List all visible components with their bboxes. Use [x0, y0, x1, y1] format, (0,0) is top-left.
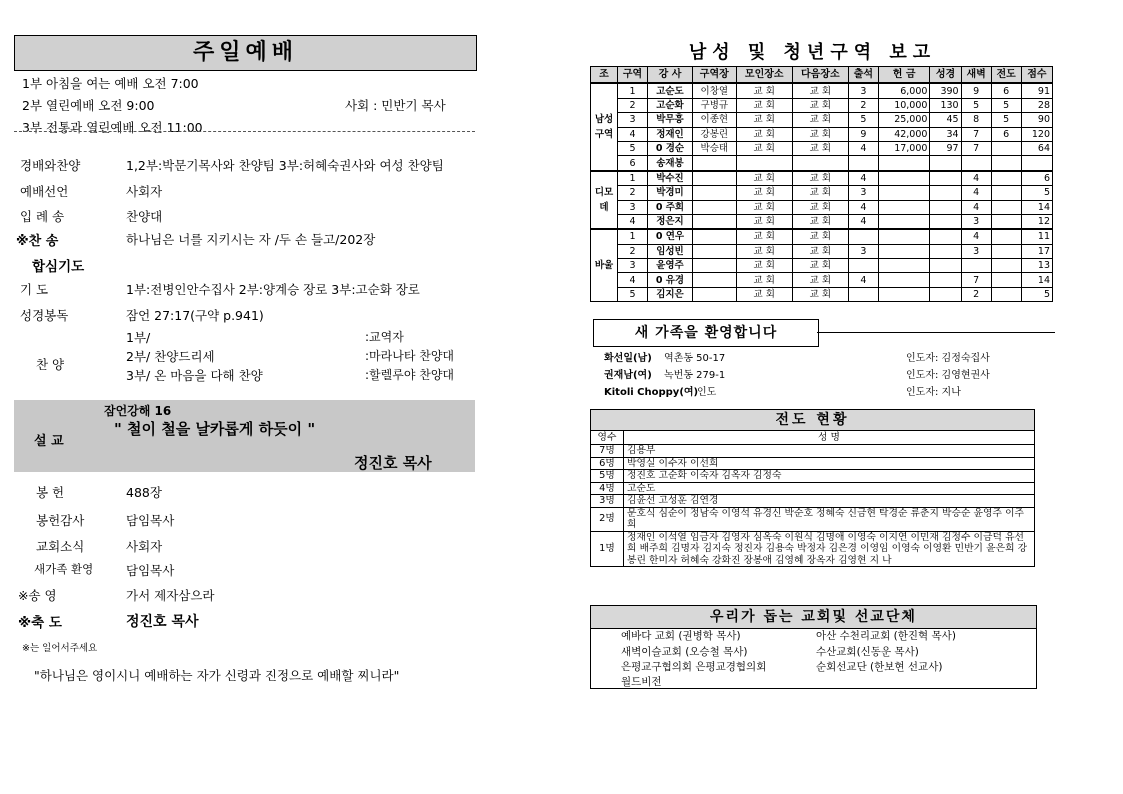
service-time-3: 3부 전통과 열린예배 오전 11:00 [22, 120, 203, 135]
table-cell: 1 [618, 171, 648, 186]
order-value: 정진호 목사 [126, 614, 199, 630]
table-cell [930, 229, 961, 244]
table-cell: 5 [1021, 287, 1052, 301]
table-cell: 3 [618, 259, 648, 273]
order-label: 기 도 [20, 282, 49, 297]
table-cell [991, 229, 1021, 244]
table-cell: 구병규 [692, 98, 736, 112]
table-cell [878, 200, 930, 214]
table-cell [692, 259, 736, 273]
column-header: 성경 [930, 67, 961, 84]
order-label: 경배와찬양 [20, 158, 81, 173]
table-cell [878, 156, 930, 171]
stand-note: ※는 일어서주세요 [22, 643, 98, 654]
table-cell [878, 214, 930, 229]
table-cell [930, 186, 961, 200]
table-cell: 교 회 [792, 186, 848, 200]
order-value: 잠언 27:17(구약 p.941) [126, 308, 264, 323]
sermon-title: " 철이 철을 날카롭게 하듯이 " [114, 420, 316, 438]
table-cell: 교 회 [792, 273, 848, 287]
table-cell: 교 회 [736, 83, 792, 98]
table-cell: 5 [618, 287, 648, 301]
order-label: 새가족 환영 [34, 562, 94, 576]
table-cell: 교 회 [736, 186, 792, 200]
table-cell: 2 [961, 287, 991, 301]
table-cell: 5 [1021, 186, 1052, 200]
table-cell [991, 156, 1021, 171]
column-header: 강 사 [648, 67, 693, 84]
support-title: 우리가 돕는 교회및 선교단체 [590, 605, 1037, 629]
table-cell: 5 [848, 113, 878, 127]
table-row [591, 83, 1053, 98]
table-cell: 0 유경 [648, 273, 693, 287]
table-cell [961, 156, 991, 171]
table-cell: 130 [930, 98, 961, 112]
table-cell: 14 [1021, 200, 1052, 214]
evangelism-names: 김용부 [624, 445, 1035, 458]
table-cell: 5 [991, 98, 1021, 112]
table-cell: 17 [1021, 244, 1052, 258]
table-cell: 교 회 [736, 171, 792, 186]
support-item: 새벽이슬교회 (오승철 목사) [621, 646, 748, 658]
column-header: 출석 [848, 67, 878, 84]
column-header: 성 명 [624, 431, 1035, 445]
order-value: 사회자 [126, 539, 163, 554]
evangelism-count: 1명 [591, 531, 624, 567]
table-cell: 3 [618, 200, 648, 214]
table-cell: 12 [1021, 214, 1052, 229]
order-label: 입 례 송 [20, 209, 65, 224]
host: 사회 : 민반기 목사 [345, 98, 446, 113]
table-cell: 정재인 [648, 127, 693, 141]
column-header: 모인장소 [736, 67, 792, 84]
table-cell [878, 244, 930, 258]
support-item: 아산 수천리교회 (한진혁 목사) [816, 630, 956, 642]
welcome-title: 새 가족을 환영합니다 [593, 319, 819, 347]
evangelism-count: 7명 [591, 445, 624, 458]
praise-row: 1부/ [126, 330, 151, 345]
table-cell: 7 [961, 127, 991, 141]
table-cell: 윤영주 [648, 259, 693, 273]
table-row [591, 229, 1053, 244]
table-cell [930, 273, 961, 287]
table-cell: 고순화 [648, 98, 693, 112]
support-item: 월드비전 [621, 676, 662, 688]
order-label: ※송 영 [18, 588, 57, 603]
newcomer-name: 화선일(남) [604, 353, 652, 364]
table-cell: 1 [618, 83, 648, 98]
table-cell: 4 [848, 171, 878, 186]
table-cell: 5 [991, 113, 1021, 127]
table-cell: 교 회 [736, 244, 792, 258]
table-cell: 4 [961, 200, 991, 214]
table-cell: 교 회 [792, 127, 848, 141]
table-cell: 교 회 [792, 244, 848, 258]
table-cell: 교 회 [792, 214, 848, 229]
table-cell: 정은지 [648, 214, 693, 229]
page-title: 주일예배 [14, 35, 477, 71]
table-row [591, 244, 1053, 258]
order-label: ※찬 송 [16, 234, 59, 249]
table-row [591, 156, 1053, 171]
table-cell: 교 회 [736, 141, 792, 155]
table-cell: 91 [1021, 83, 1052, 98]
table-cell: 97 [930, 141, 961, 155]
table-cell [692, 156, 736, 171]
table-cell: 7 [961, 141, 991, 155]
table-row [591, 214, 1053, 229]
table-cell: 7 [961, 273, 991, 287]
table-cell [692, 287, 736, 301]
evangelism-count: 5명 [591, 470, 624, 483]
table-cell: 이창열 [692, 83, 736, 98]
evangelism-count: 3명 [591, 495, 624, 508]
table-cell: 2 [618, 98, 648, 112]
table-cell: 0 주희 [648, 200, 693, 214]
table-cell: 박수진 [648, 171, 693, 186]
table-cell: 교 회 [792, 200, 848, 214]
table-cell: 0 경순 [648, 141, 693, 155]
table-cell: 5 [961, 98, 991, 112]
table-cell [930, 214, 961, 229]
table-cell [930, 156, 961, 171]
newcomer-address: 녹번동 279-1 [664, 370, 726, 381]
table-cell: 64 [1021, 141, 1052, 155]
table-cell: 4 [961, 186, 991, 200]
table-cell: 4 [618, 127, 648, 141]
table-cell: 교 회 [792, 113, 848, 127]
table-cell: 6 [618, 156, 648, 171]
table-cell: 17,000 [878, 141, 930, 155]
table-cell [991, 287, 1021, 301]
table-cell: 120 [1021, 127, 1052, 141]
support-list [590, 628, 1037, 689]
table-header-row [591, 431, 1035, 445]
table-cell [930, 200, 961, 214]
sermon-section [14, 400, 475, 472]
group-name: 바울 [591, 229, 618, 301]
closing-verse: "하나님은 영이시니 예배하는 자가 신령과 진정으로 예배할 찌니라" [34, 668, 400, 683]
newcomer-guide: 인도자: 지나 [906, 387, 961, 398]
evangelism-names: 박영실 이수자 이선희 [624, 457, 1035, 470]
table-cell: 4 [848, 273, 878, 287]
table-cell [736, 156, 792, 171]
evangelism-title: 전도 현황 [590, 409, 1035, 431]
table-row [591, 470, 1035, 483]
table-row [591, 200, 1053, 214]
table-cell: 임성빈 [648, 244, 693, 258]
newcomer-address: 역촌동 50-17 [664, 353, 726, 364]
table-cell: 3 [848, 186, 878, 200]
evangelism-table [590, 430, 1035, 567]
order-value: 담임목사 [126, 513, 175, 528]
table-row [591, 287, 1053, 301]
table-cell: 4 [618, 273, 648, 287]
table-cell: 박무흥 [648, 113, 693, 127]
table-cell: 교 회 [736, 127, 792, 141]
table-row [591, 186, 1053, 200]
table-cell: 11 [1021, 229, 1052, 244]
newcomer-address: 인도 [697, 387, 717, 398]
table-cell [878, 273, 930, 287]
order-value: 사회자 [126, 184, 163, 199]
table-cell: 교 회 [736, 113, 792, 127]
praise-label: 찬 양 [36, 357, 65, 372]
newcomer-name: Kitoli Choppy(여) [604, 387, 699, 398]
table-cell [848, 229, 878, 244]
table-cell: 4 [848, 200, 878, 214]
evangelism-names: 정재인 이석열 임금자 김영자 심옥숙 이원식 김명애 이영숙 이지연 이민재 김정수 이금덕 유선희 배주희 김명자 김지숙 정진자 김용숙 박정자 김은경 이영임 이영숙 이영환 민반기 윤은희 강봉린 한미자 허혜숙 강화진 장봉애 김영혜 장옥자 김영현 지 나 [624, 531, 1035, 567]
table-cell: 강봉린 [692, 127, 736, 141]
table-cell: 송재봉 [648, 156, 693, 171]
table-row [591, 273, 1053, 287]
column-header: 전도 [991, 67, 1021, 84]
table-cell: 6 [991, 127, 1021, 141]
order-value: 담임목사 [126, 563, 175, 578]
table-header-row [591, 67, 1053, 84]
table-cell: 1 [618, 229, 648, 244]
support-item: 순회선교단 (한보현 선교사) [816, 661, 943, 673]
evangelism-names: 김윤선 고성훈 김연경 [624, 495, 1035, 508]
evangelism-count: 2명 [591, 507, 624, 531]
table-cell [848, 259, 878, 273]
table-cell [848, 287, 878, 301]
table-cell: 4 [961, 229, 991, 244]
column-header: 새벽 [961, 67, 991, 84]
evangelism-body [591, 445, 1035, 567]
table-cell: 4 [848, 214, 878, 229]
table-cell: 9 [961, 83, 991, 98]
table-cell: 8 [961, 113, 991, 127]
table-cell: 교 회 [736, 287, 792, 301]
table-cell [991, 141, 1021, 155]
evangelism-names: 정진호 고순화 이숙자 김옥자 김정숙 [624, 470, 1035, 483]
table-cell [692, 229, 736, 244]
table-cell: 교 회 [736, 214, 792, 229]
table-cell: 4 [618, 214, 648, 229]
service-time-2: 2부 열린예배 오전 9:00 [22, 98, 155, 113]
table-cell: 교 회 [792, 83, 848, 98]
table-cell: 교 회 [792, 229, 848, 244]
table-cell [991, 200, 1021, 214]
table-cell [991, 171, 1021, 186]
newcomer-guide: 인도자: 김정숙집사 [906, 353, 990, 364]
group-name: 남성구역 [591, 83, 618, 170]
column-header: 조 [591, 67, 618, 84]
table-cell [878, 287, 930, 301]
table-cell: 3 [618, 113, 648, 127]
table-cell: 교 회 [792, 171, 848, 186]
order-label: 합심기도 [32, 259, 85, 275]
table-cell: 교 회 [792, 287, 848, 301]
table-cell [991, 214, 1021, 229]
table-cell: 2 [848, 98, 878, 112]
table-cell: 교 회 [736, 98, 792, 112]
table-cell: 390 [930, 83, 961, 98]
table-cell: 교 회 [736, 229, 792, 244]
table-cell: 2 [618, 244, 648, 258]
table-cell: 2 [618, 186, 648, 200]
table-cell [692, 273, 736, 287]
divider [14, 131, 475, 132]
table-cell: 교 회 [736, 259, 792, 273]
table-cell: 45 [930, 113, 961, 127]
table-row [591, 171, 1053, 186]
newcomer-name: 권재남(여) [604, 370, 652, 381]
table-cell: 90 [1021, 113, 1052, 127]
table-cell: 4 [848, 141, 878, 155]
evangelism-count: 4명 [591, 482, 624, 495]
praise-choir: :교역자 [365, 330, 404, 344]
table-row [591, 445, 1035, 458]
table-row [591, 113, 1053, 127]
table-row [591, 482, 1035, 495]
column-header: 구역 [618, 67, 648, 84]
table-row [591, 141, 1053, 155]
table-row [591, 98, 1053, 112]
table-cell: 6 [991, 83, 1021, 98]
order-value: 488장 [126, 485, 162, 500]
support-item: 은평교구협의회 은평교경협의회 [621, 661, 767, 673]
table-cell: 김지은 [648, 287, 693, 301]
sermon-preacher: 정진호 목사 [354, 454, 432, 472]
order-value: 1,2부:박문기목사와 찬양팀 3부:허혜숙권사와 여성 찬양팀 [126, 158, 444, 173]
report-body [591, 83, 1053, 301]
table-cell [692, 186, 736, 200]
order-label: 성경봉독 [20, 308, 69, 323]
table-cell: 교 회 [792, 259, 848, 273]
evangelism-count: 6명 [591, 457, 624, 470]
table-cell: 10,000 [878, 98, 930, 112]
table-cell [692, 244, 736, 258]
table-cell [930, 287, 961, 301]
table-cell: 교 회 [792, 141, 848, 155]
table-cell: 박승태 [692, 141, 736, 155]
table-cell [848, 156, 878, 171]
table-cell [878, 186, 930, 200]
sermon-series: 잠언강해 16 [104, 404, 172, 418]
table-cell: 3 [848, 244, 878, 258]
order-value: 1부:전병인안수집사 2부:양계승 장로 3부:고순화 장로 [126, 282, 420, 297]
table-cell: 이종현 [692, 113, 736, 127]
table-row [591, 507, 1035, 531]
group-name: 디모데 [591, 171, 618, 230]
table-cell [930, 244, 961, 258]
support-item: 예바다 교회 (권병학 목사) [621, 630, 741, 642]
column-header: 헌 금 [878, 67, 930, 84]
order-value: 하나님은 너를 지키시는 자 /두 손 들고/202장 [126, 232, 376, 247]
table-cell [692, 171, 736, 186]
table-cell [930, 171, 961, 186]
table-cell: 6 [1021, 171, 1052, 186]
table-cell [991, 186, 1021, 200]
praise-row: 3부/ 온 마음을 다해 찬양 [126, 368, 263, 383]
table-cell [878, 171, 930, 186]
column-header: 구역장 [692, 67, 736, 84]
table-cell: 교 회 [736, 200, 792, 214]
table-cell: 34 [930, 127, 961, 141]
table-cell [961, 259, 991, 273]
table-cell: 9 [848, 127, 878, 141]
table-cell [930, 259, 961, 273]
table-cell: 박경미 [648, 186, 693, 200]
praise-choir: :마라나타 찬양대 [365, 349, 455, 363]
support-item: 수산교회(신동운 목사) [816, 646, 919, 658]
table-row [591, 531, 1035, 567]
order-label: 봉헌감사 [36, 513, 85, 528]
table-row [591, 127, 1053, 141]
evangelism-names: 문호식 심순이 정남숙 이영석 유경신 박순호 정혜숙 신금현 탁경순 류춘지 박승순 윤영주 이주희 [624, 507, 1035, 531]
table-row [591, 259, 1053, 273]
newcomer-guide: 인도자: 김영현권사 [906, 370, 990, 381]
table-cell: 3 [961, 244, 991, 258]
table-row [591, 495, 1035, 508]
table-cell [692, 214, 736, 229]
order-value: 가서 제자삼으라 [126, 588, 215, 603]
sermon-label: 설 교 [34, 434, 64, 449]
table-cell: 6,000 [878, 83, 930, 98]
column-header: 점수 [1021, 67, 1052, 84]
table-cell: 3 [848, 83, 878, 98]
table-cell [878, 259, 930, 273]
divider [817, 332, 1055, 333]
table-cell: 25,000 [878, 113, 930, 127]
praise-row: 2부/ 찬양드리세 [126, 349, 215, 364]
table-cell: 14 [1021, 273, 1052, 287]
table-cell [1021, 156, 1052, 171]
order-label: 교회소식 [36, 539, 85, 554]
table-cell: 교 회 [736, 273, 792, 287]
table-cell [991, 273, 1021, 287]
report-table [590, 66, 1053, 302]
evangelism-names: 고순도 [624, 482, 1035, 495]
report-title: 남성 및 청년구역 보고 [688, 42, 937, 63]
order-label: 봉 헌 [36, 485, 65, 500]
order-label: 예배선언 [20, 184, 69, 199]
table-cell: 0 연우 [648, 229, 693, 244]
column-header: 영수 [591, 431, 624, 445]
table-cell: 13 [1021, 259, 1052, 273]
table-cell [878, 229, 930, 244]
praise-choir: :할렐루야 찬양대 [365, 368, 455, 382]
table-cell: 5 [618, 141, 648, 155]
service-time-1: 1부 아침을 여는 예배 오전 7:00 [22, 76, 199, 91]
table-cell [991, 244, 1021, 258]
table-cell [991, 259, 1021, 273]
table-cell: 고순도 [648, 83, 693, 98]
table-cell: 4 [961, 171, 991, 186]
table-cell [692, 200, 736, 214]
column-header: 다음장소 [792, 67, 848, 84]
table-row [591, 457, 1035, 470]
table-cell: 28 [1021, 98, 1052, 112]
table-cell [792, 156, 848, 171]
table-cell: 3 [961, 214, 991, 229]
order-value: 찬양대 [126, 209, 163, 224]
order-label: ※축 도 [18, 615, 62, 631]
table-cell: 교 회 [792, 98, 848, 112]
table-cell: 42,000 [878, 127, 930, 141]
